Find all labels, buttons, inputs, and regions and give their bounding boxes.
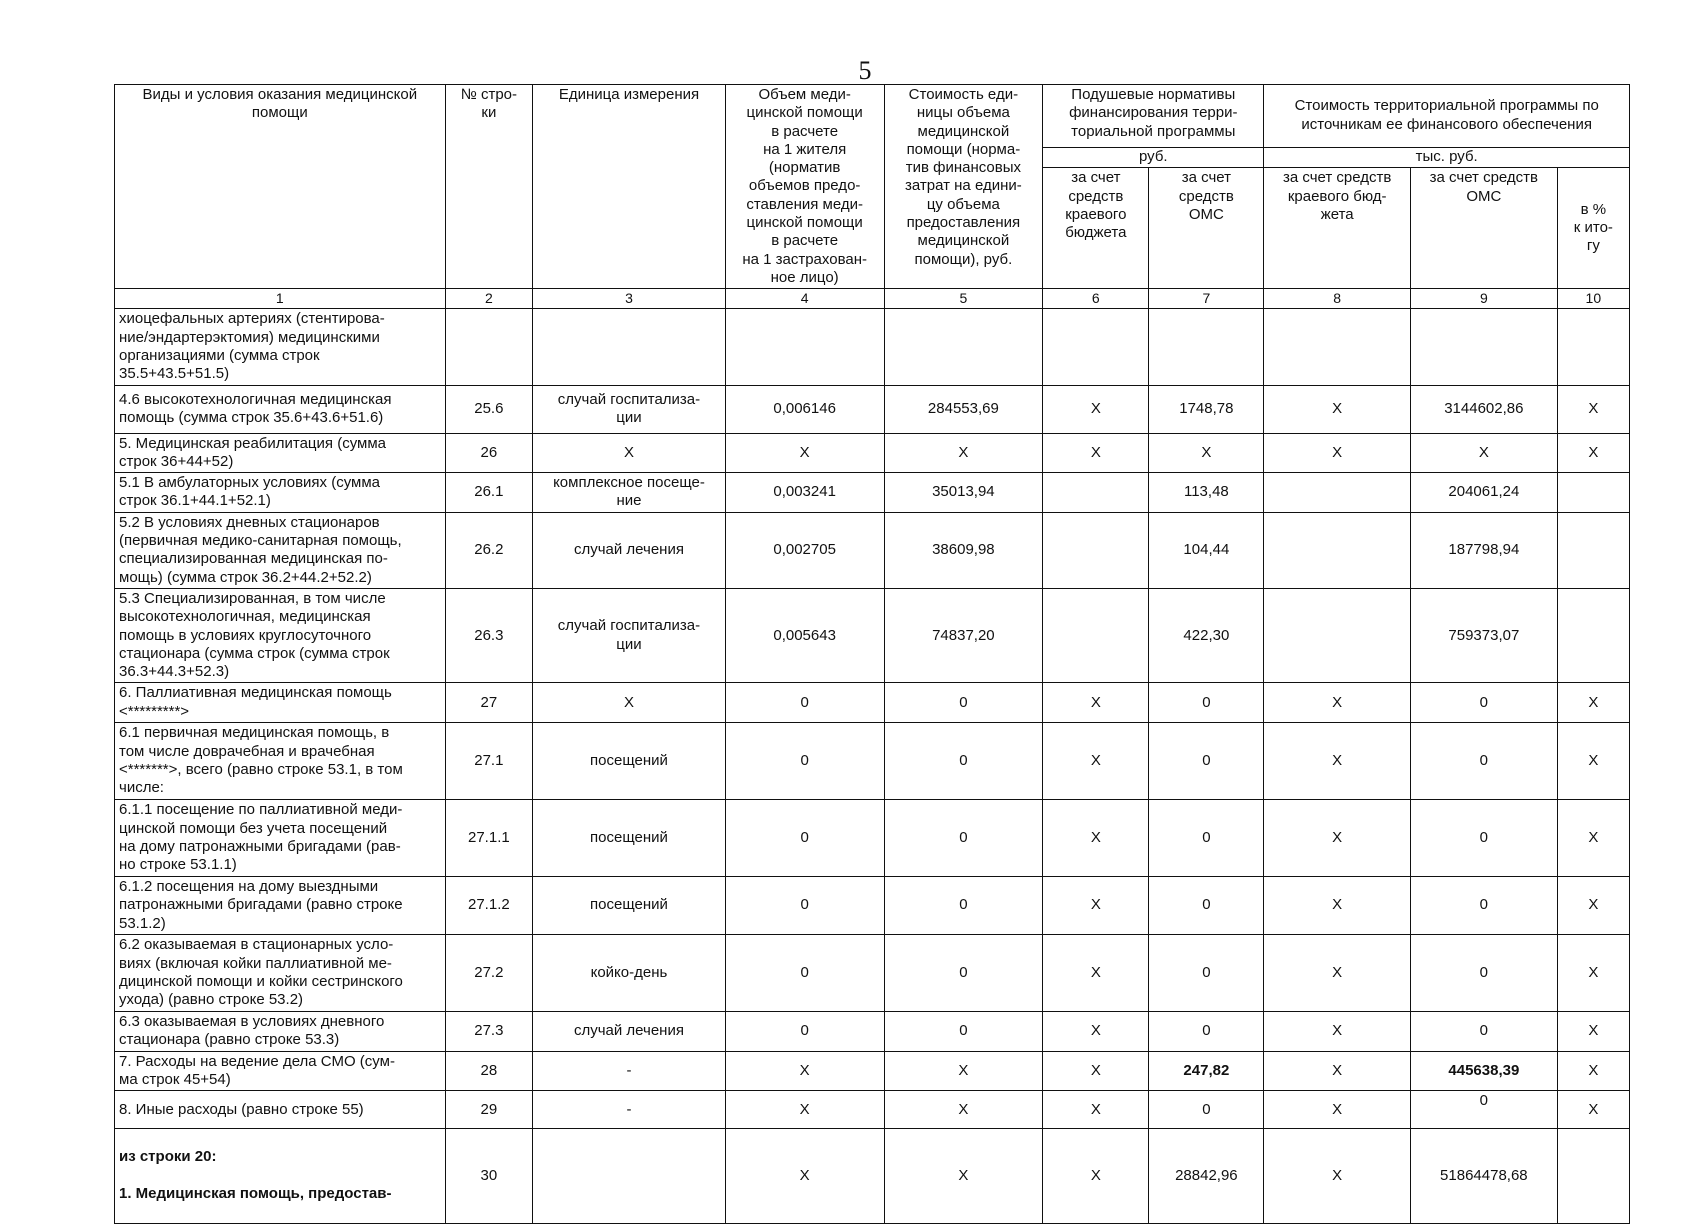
row-cost-budget: X xyxy=(1264,385,1411,433)
header-volume: Объем меди- цинской помощи в расчете на 1 жителя (норматив объемов предо- ставления меди- цинской помощи в расчете на 1 застрахован- ное лицо) xyxy=(725,85,884,289)
header-program-cost: Стоимость территориальной программы по источникам ее финансового обеспечения xyxy=(1264,85,1630,148)
row-pc-oms: X xyxy=(1149,433,1264,473)
row-volume: 0,002705 xyxy=(725,512,884,588)
table-row xyxy=(115,1091,1630,1129)
row-cost: 74837,20 xyxy=(884,588,1043,682)
row-cost-oms: X xyxy=(1411,433,1558,473)
row-pc-oms: 28842,96 xyxy=(1149,1129,1264,1223)
row-cost-oms: 204061,24 xyxy=(1411,473,1558,513)
row-cost-budget: X xyxy=(1264,934,1411,1011)
row-percent: X xyxy=(1557,1051,1629,1091)
row-number: 29 xyxy=(445,1091,533,1129)
row-unit: случай госпитализа- ции xyxy=(533,588,726,682)
table-row xyxy=(115,385,1630,433)
table-row xyxy=(115,799,1630,876)
header-unit: Единица измерения xyxy=(533,85,726,289)
row-unit: случай лечения xyxy=(533,512,726,588)
row-percent: X xyxy=(1557,799,1629,876)
row-description: 6.1.2 посещения на дому выездными патронажными бригадами (равно строке 53.1.2) xyxy=(115,876,446,934)
row-volume xyxy=(725,309,884,385)
row-pc-budget: X xyxy=(1043,722,1149,799)
row-number: 28 xyxy=(445,1051,533,1091)
table-row xyxy=(115,1011,1630,1051)
row-pc-budget xyxy=(1043,588,1149,682)
row-cost-oms: 445638,39 xyxy=(1411,1051,1558,1091)
row-percent xyxy=(1557,1129,1629,1223)
row-unit: случай госпитализа- ции xyxy=(533,385,726,433)
row-description: хиоцефальных артериях (стентирова- ние/эндартерэктомия) медицинскими организациями (сумма строк 35.5+43.5+51.5) xyxy=(115,309,446,385)
row-cost-oms: 0 xyxy=(1411,722,1558,799)
row-description: 7. Расходы на ведение дела СМО (сум- ма строк 45+54) xyxy=(115,1051,446,1091)
row-cost-oms: 3144602,86 xyxy=(1411,385,1558,433)
row-cost-budget xyxy=(1264,512,1411,588)
row-description: 6.2 оказываемая в стационарных усло- виях (включая койки паллиативной ме- дицинской помощи и койки сестринского ухода) (равно строке 53.2) xyxy=(115,934,446,1011)
row-pc-budget: X xyxy=(1043,1051,1149,1091)
header-percent: в % к ито- гу xyxy=(1557,168,1629,289)
row-number xyxy=(445,309,533,385)
row-pc-budget: X xyxy=(1043,1011,1149,1051)
row-cost-oms: 51864478,68 xyxy=(1411,1129,1558,1223)
row-volume: 0,003241 xyxy=(725,473,884,513)
table-row xyxy=(115,473,1630,513)
row-cost-budget: X xyxy=(1264,1091,1411,1129)
row-cost-budget: X xyxy=(1264,876,1411,934)
row-volume: 0,005643 xyxy=(725,588,884,682)
header-row-no: № стро- ки xyxy=(445,85,533,289)
row-pc-oms: 0 xyxy=(1149,1011,1264,1051)
row-cost-oms: 0 xyxy=(1411,799,1558,876)
row-percent xyxy=(1557,473,1629,513)
row-unit: посещений xyxy=(533,722,726,799)
table-row xyxy=(115,683,1630,723)
column-number: 1 xyxy=(115,289,446,309)
row-cost: 35013,94 xyxy=(884,473,1043,513)
row-unit: - xyxy=(533,1091,726,1129)
header-cost-oms: за счет средств ОМС xyxy=(1411,168,1558,289)
row-number: 27.1 xyxy=(445,722,533,799)
row-cost-oms: 0 xyxy=(1411,683,1558,723)
row-cost-budget: X xyxy=(1264,433,1411,473)
row-volume: 0 xyxy=(725,934,884,1011)
row-cost-oms: 759373,07 xyxy=(1411,588,1558,682)
row-cost-budget: X xyxy=(1264,1129,1411,1223)
row-pc-oms: 0 xyxy=(1149,799,1264,876)
row-cost-oms xyxy=(1411,309,1558,385)
row-volume: 0 xyxy=(725,683,884,723)
row-number: 27.3 xyxy=(445,1011,533,1051)
row-cost: 0 xyxy=(884,934,1043,1011)
header-per-capita-unit: руб. xyxy=(1043,147,1264,168)
row-cost-budget xyxy=(1264,309,1411,385)
row-description: 5.1 В амбулаторных условиях (сумма строк 36.1+44.1+52.1) xyxy=(115,473,446,513)
column-number-row xyxy=(115,289,1630,309)
row-percent: X xyxy=(1557,385,1629,433)
row-percent xyxy=(1557,309,1629,385)
row-number: 27.1.2 xyxy=(445,876,533,934)
row-number: 27 xyxy=(445,683,533,723)
row-pc-oms: 0 xyxy=(1149,722,1264,799)
row-pc-budget: X xyxy=(1043,876,1149,934)
header-pc-budget: за счет средств краевого бюджета xyxy=(1043,168,1149,289)
row-pc-oms: 0 xyxy=(1149,1091,1264,1129)
row-volume: 0 xyxy=(725,1011,884,1051)
row-pc-budget: X xyxy=(1043,1129,1149,1223)
row-cost-budget: X xyxy=(1264,722,1411,799)
row-pc-oms xyxy=(1149,309,1264,385)
row-pc-oms: 247,82 xyxy=(1149,1051,1264,1091)
row-volume: X xyxy=(725,1091,884,1129)
row-percent: X xyxy=(1557,1011,1629,1051)
row-number: 30 xyxy=(445,1129,533,1223)
row-unit: случай лечения xyxy=(533,1011,726,1051)
column-number: 8 xyxy=(1264,289,1411,309)
row-cost-budget: X xyxy=(1264,683,1411,723)
row-number: 27.2 xyxy=(445,934,533,1011)
row-description: 8. Иные расходы (равно строке 55) xyxy=(115,1091,446,1129)
column-number: 7 xyxy=(1149,289,1264,309)
row-cost-oms: 187798,94 xyxy=(1411,512,1558,588)
row-description: 5.3 Специализированная, в том числе высокотехнологичная, медицинская помощь в условиях круглосуточного стационара (сумма строк (сумма строк 36.3+44.3+52.3) xyxy=(115,588,446,682)
row-unit: - xyxy=(533,1051,726,1091)
row-pc-budget xyxy=(1043,473,1149,513)
row-number: 27.1.1 xyxy=(445,799,533,876)
row-cost: 38609,98 xyxy=(884,512,1043,588)
row-cost-oms: 0 xyxy=(1411,934,1558,1011)
row-cost-budget xyxy=(1264,588,1411,682)
header-cost: Стоимость еди- ницы объема медицинской помощи (норма- тив финансовых затрат на едини- цу объема предоставления медицинской помощи), руб. xyxy=(884,85,1043,289)
row-cost: 0 xyxy=(884,799,1043,876)
header-kinds: Виды и условия оказания медицинской помощи xyxy=(115,85,446,289)
row-volume: 0 xyxy=(725,876,884,934)
row-percent: X xyxy=(1557,934,1629,1011)
row-pc-budget xyxy=(1043,512,1149,588)
row-percent xyxy=(1557,512,1629,588)
row-number: 26.3 xyxy=(445,588,533,682)
row-cost-oms: 0 xyxy=(1411,1011,1558,1051)
row-volume: X xyxy=(725,1051,884,1091)
row-cost: 0 xyxy=(884,1011,1043,1051)
column-number: 4 xyxy=(725,289,884,309)
column-number: 3 xyxy=(533,289,726,309)
row-volume: 0,006146 xyxy=(725,385,884,433)
row-pc-oms: 422,30 xyxy=(1149,588,1264,682)
row-percent: X xyxy=(1557,433,1629,473)
row-pc-budget xyxy=(1043,309,1149,385)
row-unit: посещений xyxy=(533,799,726,876)
row-volume: 0 xyxy=(725,799,884,876)
row-pc-budget: X xyxy=(1043,385,1149,433)
table-row xyxy=(115,309,1630,385)
table-row xyxy=(115,722,1630,799)
header-per-capita: Подушевые нормативы финансирования терри- ториальной программы xyxy=(1043,85,1264,148)
row-percent xyxy=(1557,588,1629,682)
row-cost: 0 xyxy=(884,683,1043,723)
table-row xyxy=(115,588,1630,682)
row-cost-oms: 0 xyxy=(1411,1091,1558,1129)
row-pc-oms: 0 xyxy=(1149,683,1264,723)
medical-care-cost-table xyxy=(114,84,1630,1224)
table-row xyxy=(115,512,1630,588)
row-pc-oms: 113,48 xyxy=(1149,473,1264,513)
row-description: 5. Медицинская реабилитация (сумма строк 36+44+52) xyxy=(115,433,446,473)
table-row xyxy=(115,1051,1630,1091)
row-percent: X xyxy=(1557,1091,1629,1129)
row-description: 5.2 В условиях дневных стационаров (первичная медико-санитарная помощь, специализированная медицинская по- мощь) (сумма строк 36.2+44.2+52.2) xyxy=(115,512,446,588)
row-description: 6. Паллиативная медицинская помощь <*********> xyxy=(115,683,446,723)
table-row xyxy=(115,433,1630,473)
row-pc-budget: X xyxy=(1043,433,1149,473)
row-number: 26 xyxy=(445,433,533,473)
table-row xyxy=(115,1129,1630,1223)
row-unit xyxy=(533,1129,726,1223)
row-cost: X xyxy=(884,433,1043,473)
row-description: 6.3 оказываемая в условиях дневного стационара (равно строке 53.3) xyxy=(115,1011,446,1051)
row-cost-budget xyxy=(1264,473,1411,513)
row-unit xyxy=(533,309,726,385)
table-row xyxy=(115,876,1630,934)
row-pc-oms: 0 xyxy=(1149,934,1264,1011)
row-cost: 0 xyxy=(884,876,1043,934)
row-pc-oms: 104,44 xyxy=(1149,512,1264,588)
column-number: 5 xyxy=(884,289,1043,309)
column-number: 6 xyxy=(1043,289,1149,309)
row-cost: X xyxy=(884,1051,1043,1091)
row-percent: X xyxy=(1557,876,1629,934)
table-row xyxy=(115,934,1630,1011)
column-number: 2 xyxy=(445,289,533,309)
row-cost: X xyxy=(884,1091,1043,1129)
row-number: 25.6 xyxy=(445,385,533,433)
row-cost xyxy=(884,309,1043,385)
row-percent: X xyxy=(1557,722,1629,799)
row-unit: посещений xyxy=(533,876,726,934)
row-cost-oms: 0 xyxy=(1411,876,1558,934)
row-pc-budget: X xyxy=(1043,1091,1149,1129)
row-cost: X xyxy=(884,1129,1043,1223)
row-description-line: из строки 20: xyxy=(119,1148,217,1166)
row-number: 26.1 xyxy=(445,473,533,513)
row-pc-budget: X xyxy=(1043,934,1149,1011)
row-pc-oms: 1748,78 xyxy=(1149,385,1264,433)
row-description: 6.1.1 посещение по паллиативной меди- цинской помощи без учета посещений на дому патронажными бригадами (рав- но строке 53.1.1) xyxy=(115,799,446,876)
row-number: 26.2 xyxy=(445,512,533,588)
header-program-cost-unit: тыс. руб. xyxy=(1264,147,1630,168)
header-pc-oms: за счет средств ОМС xyxy=(1149,168,1264,289)
row-volume: 0 xyxy=(725,722,884,799)
row-cost: 0 xyxy=(884,722,1043,799)
column-number: 10 xyxy=(1557,289,1629,309)
row-description: 4.6 высокотехнологичная медицинская помощь (сумма строк 35.6+43.6+51.6) xyxy=(115,385,446,433)
row-pc-budget: X xyxy=(1043,799,1149,876)
page-number: 5 xyxy=(858,56,872,85)
row-unit: X xyxy=(533,683,726,723)
row-volume: X xyxy=(725,1129,884,1223)
row-cost-budget: X xyxy=(1264,1051,1411,1091)
row-description: 6.1 первичная медицинская помощь, в том числе доврачебная и врачебная <*******>, всего (равно строке 53.1, в том числе: xyxy=(115,722,446,799)
row-description xyxy=(115,1129,446,1223)
row-percent: X xyxy=(1557,683,1629,723)
row-unit: X xyxy=(533,433,726,473)
row-pc-budget: X xyxy=(1043,683,1149,723)
header-cost-budget: за счет средств краевого бюд- жета xyxy=(1264,168,1411,289)
row-cost: 284553,69 xyxy=(884,385,1043,433)
row-volume: X xyxy=(725,433,884,473)
row-cost-budget: X xyxy=(1264,799,1411,876)
column-number: 9 xyxy=(1411,289,1558,309)
row-unit: комплексное посеще- ние xyxy=(533,473,726,513)
row-pc-oms: 0 xyxy=(1149,876,1264,934)
row-unit: койко-день xyxy=(533,934,726,1011)
row-cost-budget: X xyxy=(1264,1011,1411,1051)
row-description-line: 1. Медицинская помощь, предостав- xyxy=(119,1185,392,1203)
